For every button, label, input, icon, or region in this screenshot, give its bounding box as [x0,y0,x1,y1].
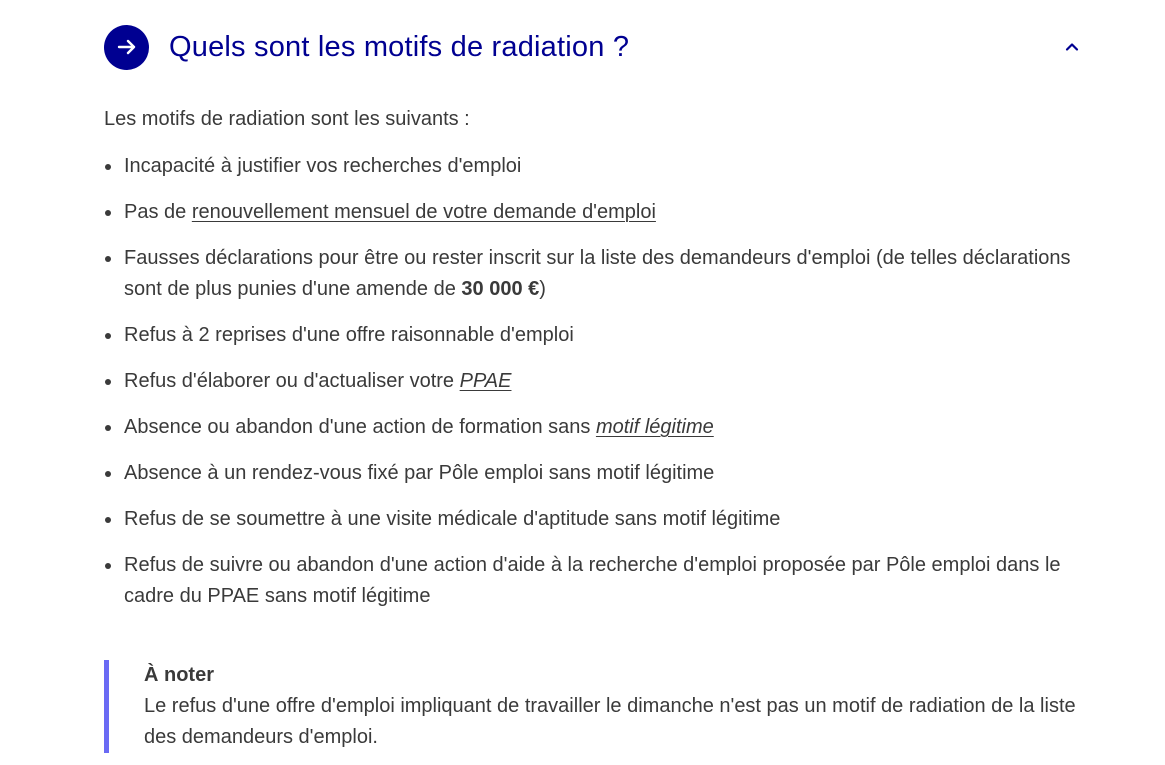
note-text: Le refus d'une offre d'emploi impliquant de travailler le dimanche n'est pas un motif de radiation de la liste des demandeurs d'emploi. [144,695,1076,748]
amende-amount: 30 000 € [461,278,540,300]
ppae-link[interactable]: PPAE [459,370,512,392]
list-item-text: Refus de se soumettre à une visite médicale d'aptitude sans motif légitime [124,508,781,530]
list-item [104,243,1084,305]
arrow-right-icon [104,25,149,70]
chevron-up-icon[interactable] [1060,35,1084,59]
accordion-header[interactable] [104,24,1084,70]
motifs-list [104,151,1084,612]
bullet-icon [105,379,111,385]
list-item [104,151,1084,182]
bullet-icon [105,425,111,431]
list-item-text: Refus de suivre ou abandon d'une action d'aide à la recherche d'emploi proposée par Pôle emploi dans le cadre du PPAE sans motif légitime [124,554,1061,607]
list-item-text-end: ) [539,278,546,300]
renouvellement-link[interactable]: renouvellement mensuel de votre demande d'emploi [191,201,656,223]
bullet-icon [105,164,111,170]
list-item [104,320,1084,351]
bullet-icon [105,517,111,523]
intro-text: Les motifs de radiation sont les suivants : [104,108,470,130]
bullet-icon [105,210,111,216]
bullet-icon [105,471,111,477]
list-item [104,197,1084,228]
bullet-icon [105,563,111,569]
list-item-text: Incapacité à justifier vos recherches d'emploi [124,155,522,177]
list-item-text: Pas de [124,201,192,223]
bullet-icon [105,333,111,339]
list-item [104,458,1084,489]
accordion-title: Quels sont les motifs de radiation ? [169,30,630,63]
list-item [104,366,1084,397]
list-item-text: Absence à un rendez-vous fixé par Pôle emploi sans motif légitime [124,462,715,484]
list-item [104,412,1084,443]
list-item-text: Refus à 2 reprises d'une offre raisonnable d'emploi [124,324,574,346]
list-item [104,504,1084,535]
note-callout [104,660,1084,753]
bullet-icon [105,256,111,262]
note-title: À noter [144,664,214,686]
list-item [104,550,1084,612]
accordion-content [104,104,1084,627]
list-item-text: Refus d'élaborer ou d'actualiser votre [124,370,460,392]
list-item-text: Absence ou abandon d'une action de formation sans [124,416,596,438]
motif-legitime-link[interactable]: motif légitime [595,416,714,438]
list-item-text: Fausses déclarations pour être ou rester inscrit sur la liste des demandeurs d'emploi (de telles déclarations sont de plus punies d'une amende de [124,247,1071,300]
